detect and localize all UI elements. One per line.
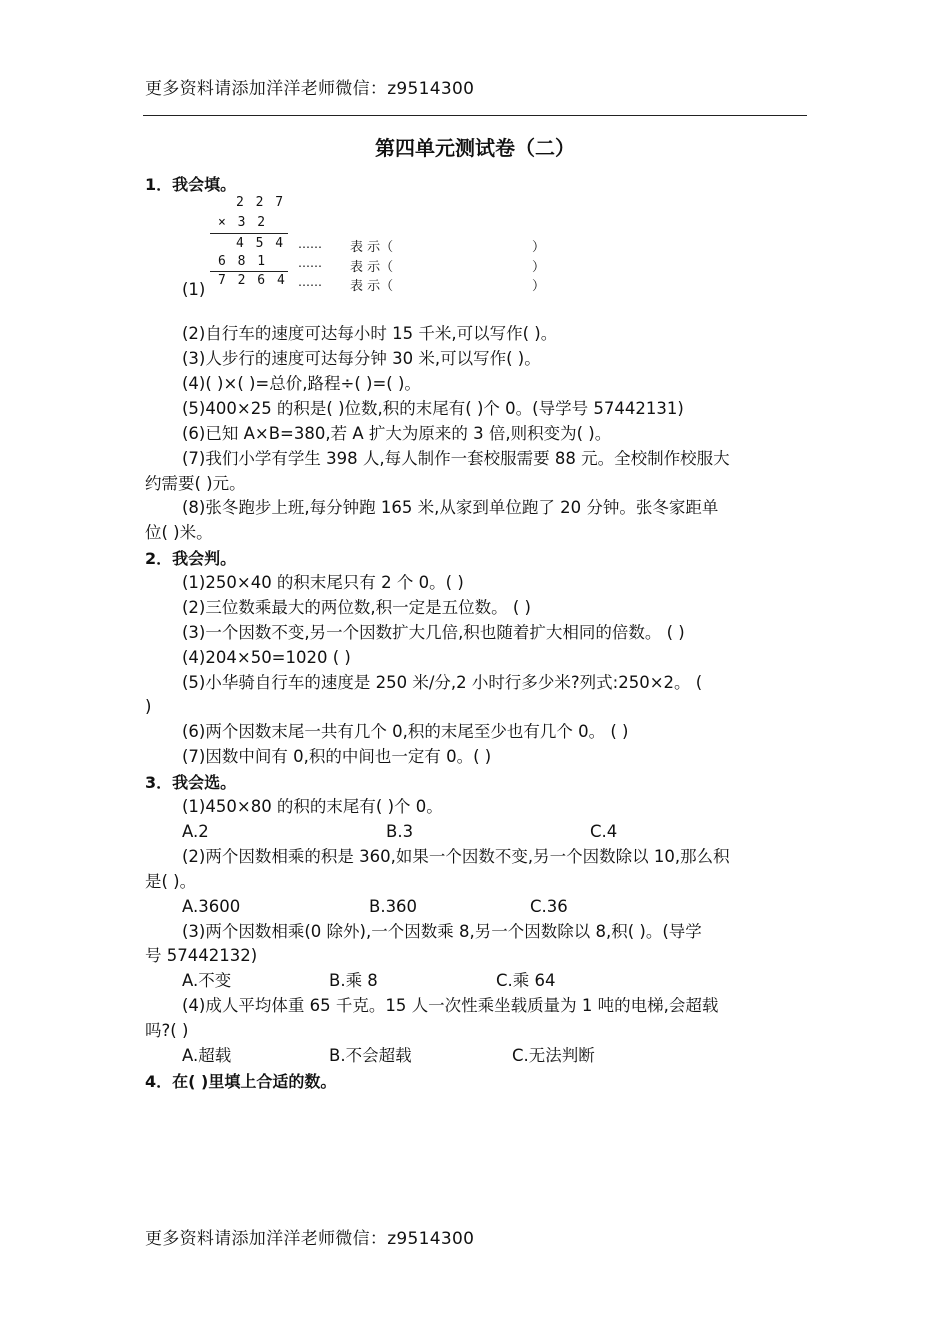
section-1-heading: 1．我会填。 — [145, 175, 237, 194]
s1-item-7: (7)我们小学有学生 398 人,每人制作一套校服需要 88 元。全校制作校服大 — [182, 449, 730, 468]
calc-dots-3: …… — [298, 275, 322, 289]
calc-rule-top — [210, 233, 288, 234]
s2-item-2: (2)三位数乘最大的两位数,积一定是五位数。 ( ) — [182, 598, 531, 617]
s3-q1: (1)450×80 的积的末尾有( )个 0。 — [182, 797, 443, 816]
calc-row-multiplicand: 2 2 7 — [236, 195, 286, 210]
calc-rule-bottom — [210, 271, 288, 272]
calc-label-3: 表 示（ — [350, 279, 394, 294]
header-divider — [143, 115, 807, 116]
page-header: 更多资料请添加洋洋老师微信：z9514300 — [145, 79, 475, 99]
s2-item-5: (5)小华骑自行车的速度是 250 米/分,2 小时行多少米?列式:250×2。 ( — [182, 673, 703, 692]
calc-label-1: 表 示（ — [350, 240, 394, 255]
calc-row-product: 7 2 6 4 — [218, 273, 287, 288]
calc-dots-2: …… — [298, 256, 322, 270]
s3-q4-option-b: B.不会超载 — [329, 1046, 412, 1065]
calc-close-2: ） — [532, 260, 546, 275]
s2-item-7: (7)因数中间有 0,积的中间也一定有 0。( ) — [182, 747, 492, 766]
calc-row-partial-2: 6 8 1 — [218, 254, 268, 269]
s1-item-8: (8)张冬跑步上班,每分钟跑 165 米,从家到单位跑了 20 分钟。张冬家距单 — [182, 498, 719, 517]
s2-item-1: (1)250×40 的积末尾只有 2 个 0。( ) — [182, 573, 464, 592]
s3-q2-option-b: B.360 — [369, 897, 418, 916]
s3-q3-option-b: B.乘 8 — [329, 971, 378, 990]
s3-q3-option-c: C.乘 64 — [496, 971, 556, 990]
s1-item-5: (5)400×25 的积是( )位数,积的末尾有( )个 0。(导学号 57442131) — [182, 399, 684, 418]
s3-q4-cont: 吗?( ) — [145, 1021, 189, 1040]
s2-item-3: (3)一个因数不变,另一个因数扩大几倍,积也随着扩大相同的倍数。 ( ) — [182, 623, 685, 642]
calc-close-3: ） — [532, 279, 546, 294]
s1-item-8-cont: 位( )米。 — [145, 523, 213, 542]
s1-item-6: (6)已知 A×B=380,若 A 扩大为原来的 3 倍,则积变为( )。 — [182, 424, 612, 443]
section-3-heading: 3．我会选。 — [145, 773, 237, 792]
s3-q4-option-c: C.无法判断 — [512, 1046, 595, 1065]
s3-q2: (2)两个因数相乘的积是 360,如果一个因数不变,另一个因数除以 10,那么积 — [182, 847, 730, 866]
s2-item-6: (6)两个因数末尾一共有几个 0,积的末尾至少也有几个 0。 ( ) — [182, 722, 629, 741]
s3-q1-option-c: C.4 — [590, 822, 618, 841]
calc-dots-1: …… — [298, 237, 322, 251]
q1-number: (1) — [182, 280, 206, 299]
s1-item-7-cont: 约需要( )元。 — [145, 474, 246, 493]
s2-item-5-cont: ) — [145, 697, 152, 716]
s3-q2-option-c: C.36 — [530, 897, 568, 916]
s3-q4-option-a: A.超载 — [182, 1046, 232, 1065]
s3-q4: (4)成人平均体重 65 千克。15 人一次性乘坐载质量为 1 吨的电梯,会超载 — [182, 996, 719, 1015]
calc-row-partial-1: 4 5 4 — [236, 236, 286, 251]
calc-close-1: ） — [532, 240, 546, 255]
s3-q2-cont: 是( )。 — [145, 872, 197, 891]
section-2-heading: 2．我会判。 — [145, 549, 237, 568]
s1-item-4: (4)( )×( )=总价,路程÷( )=( )。 — [182, 374, 421, 393]
calc-row-multiplier: × 3 2 — [218, 215, 268, 230]
calc-label-2: 表 示（ — [350, 260, 394, 275]
s3-q3-option-a: A.不变 — [182, 971, 232, 990]
s3-q3-cont: 号 57442132) — [145, 946, 258, 965]
section-4-heading: 4．在( )里填上合适的数。 — [145, 1072, 337, 1091]
page-title: 第四单元测试卷（二） — [375, 136, 575, 160]
s3-q2-option-a: A.3600 — [182, 897, 241, 916]
s1-item-2: (2)自行车的速度可达每小时 15 千米,可以写作( )。 — [182, 324, 558, 343]
page-footer: 更多资料请添加洋洋老师微信：z9514300 — [145, 1229, 475, 1249]
s3-q1-option-b: B.3 — [386, 822, 414, 841]
s3-q3: (3)两个因数相乘(0 除外),一个因数乘 8,另一个因数除以 8,积( )。(导学 — [182, 922, 702, 941]
s1-item-3: (3)人步行的速度可达每分钟 30 米,可以写作( )。 — [182, 349, 541, 368]
s3-q1-option-a: A.2 — [182, 822, 209, 841]
s2-item-4: (4)204×50=1020 ( ) — [182, 648, 351, 667]
